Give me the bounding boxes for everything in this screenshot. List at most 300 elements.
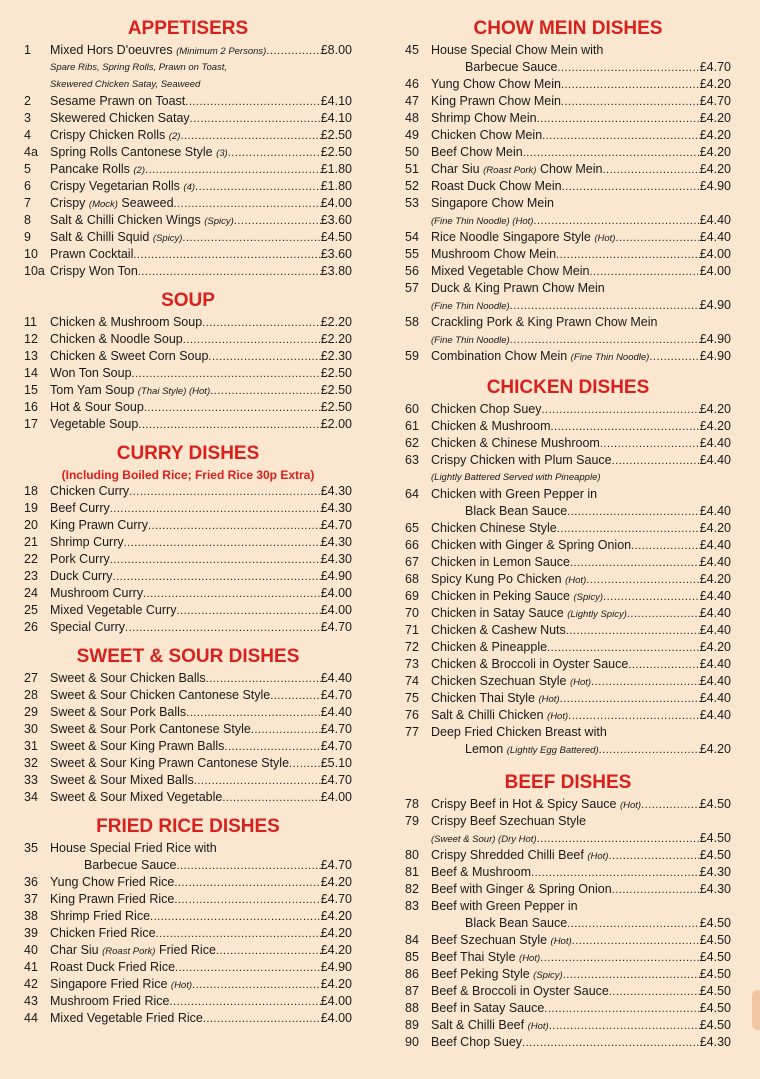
dot-leader [567, 916, 700, 933]
menu-item-row [405, 435, 731, 452]
item-number: 48 [405, 111, 419, 125]
item-number: 90 [405, 1035, 419, 1049]
item-name [431, 966, 563, 984]
dot-leader [234, 213, 321, 230]
item-number: 88 [405, 1001, 419, 1015]
item-price: £4.20 [320, 977, 352, 991]
menu-item-row [24, 687, 352, 704]
dot-leader [510, 298, 700, 315]
menu-item-row [405, 830, 731, 847]
dot-leader [603, 589, 700, 606]
item-name-text: Chicken Thai Style [431, 691, 535, 705]
item-name-text: Combination Chow Mein [431, 349, 568, 363]
item-note: (2) [168, 131, 181, 142]
item-number: 36 [24, 875, 38, 889]
item-name-text: Chicken & Mushroom Soup [50, 315, 203, 329]
item-name-text: Chicken Curry [50, 484, 130, 498]
menu-item-row [24, 670, 352, 687]
dot-leader [224, 739, 320, 756]
menu-item-row [405, 452, 731, 469]
item-name-text: Beef Chop Suey [431, 1035, 523, 1049]
menu-item-row [24, 602, 352, 619]
item-name [50, 993, 169, 1010]
item-name-text: Lemon [465, 742, 504, 756]
item-number: 51 [405, 162, 419, 176]
item-name-text: Crispy Chicken with Plum Sauce [431, 453, 612, 467]
dot-leader [180, 128, 320, 145]
item-price: £4.40 [320, 705, 352, 719]
dot-leader [138, 417, 320, 434]
item-name [431, 229, 615, 247]
dot-leader [533, 213, 699, 230]
item-name-text: Char Siu [50, 943, 99, 957]
item-price: £4.00 [699, 247, 731, 261]
item-name [431, 59, 557, 76]
dot-leader [567, 504, 700, 521]
item-price: £5.10 [320, 756, 352, 770]
dot-leader [222, 790, 320, 807]
item-price: £4.20 [699, 162, 731, 176]
item-name [50, 42, 266, 60]
dot-leader [586, 572, 699, 589]
item-name [431, 161, 602, 179]
item-number: 86 [405, 967, 419, 981]
item-number: 77 [405, 725, 419, 739]
item-number: 43 [24, 994, 38, 1008]
item-name [50, 619, 125, 636]
item-name-text: Mushroom Fried Rice [50, 994, 170, 1008]
item-name-text: King Prawn Curry [50, 518, 148, 532]
item-number: 58 [405, 315, 419, 329]
menu-item-row [24, 212, 352, 229]
item-name-text: Crispy Beef Szechuan Style [431, 814, 586, 828]
item-note: (Roast Pork) [483, 165, 537, 176]
menu-item-row [405, 161, 731, 178]
menu-item-row [24, 1010, 352, 1027]
item-price: £4.20 [699, 419, 731, 433]
item-name [50, 942, 216, 960]
item-price: £4.20 [699, 742, 731, 756]
item-number: 22 [24, 552, 38, 566]
item-name-text: Spring Rolls Cantonese Style [50, 145, 213, 159]
item-number: 72 [405, 640, 419, 654]
item-number: 70 [405, 606, 419, 620]
item-name-text: Mixed Vegetable Curry [50, 603, 177, 617]
item-price: £4.00 [320, 790, 352, 804]
item-name-text: Mixed Hors D'oeuvres [50, 43, 173, 57]
item-number: 25 [24, 603, 38, 617]
item-price: £4.50 [699, 848, 731, 862]
item-name [50, 755, 289, 772]
item-number: 33 [24, 773, 38, 787]
dot-leader [563, 967, 700, 984]
item-name-text: Beef Szechuan Style [431, 933, 548, 947]
item-name-text: Shrimp Chow Mein [431, 111, 537, 125]
menu-item-row [405, 297, 731, 314]
dot-leader [182, 230, 320, 247]
dot-leader [195, 179, 321, 196]
dot-leader [125, 620, 321, 637]
menu-section [405, 375, 731, 758]
item-price: £4.50 [699, 1018, 731, 1032]
dot-leader [174, 892, 320, 909]
item-note: (Hot) [594, 233, 616, 244]
item-name-text: Sweet & Sour Mixed Balls [50, 773, 194, 787]
item-name [431, 144, 523, 161]
dot-leader [176, 858, 320, 875]
item-name-text: Crispy Vegetarian Rolls [50, 179, 180, 193]
dot-leader [602, 162, 699, 179]
item-name-text: Crispy [50, 196, 86, 210]
item-name-text: Hot & Sour Soup [50, 400, 144, 414]
item-name [431, 1000, 544, 1017]
item-number: 38 [24, 909, 38, 923]
item-price: £4.50 [699, 950, 731, 964]
menu-item-row [405, 418, 731, 435]
item-name [431, 42, 603, 59]
item-name [431, 401, 541, 418]
menu-item-row [24, 127, 352, 144]
menu-item-row [405, 571, 731, 588]
item-price: £4.40 [699, 436, 731, 450]
menu-item-row [24, 976, 352, 993]
menu-item-row [24, 891, 352, 908]
item-name-text: Chicken & Noodle Soup [50, 332, 183, 346]
menu-item-row [24, 195, 352, 212]
menu-item-row [405, 724, 731, 741]
section-title: CHOW MEIN DISHES [473, 18, 663, 39]
dot-leader [566, 623, 700, 640]
item-name [431, 76, 561, 93]
menu-item-row [24, 110, 352, 127]
item-number: 47 [405, 94, 419, 108]
item-price: £4.90 [699, 332, 731, 346]
item-note: (Hot) [170, 980, 193, 991]
menu-item-row [24, 483, 352, 500]
item-note: (Thai Style) (Hot) [137, 386, 211, 397]
item-name-text: Beef with Green Pepper in [431, 899, 578, 913]
item-name [50, 500, 110, 517]
menu-item-row [405, 314, 731, 331]
item-price: £4.40 [699, 453, 731, 467]
item-name [50, 857, 176, 874]
item-price: £3.60 [320, 247, 352, 261]
item-name [431, 881, 612, 898]
dot-leader [609, 984, 700, 1001]
item-name [431, 622, 566, 639]
item-name-text: Chicken Chop Suey [431, 402, 542, 416]
dot-leader [537, 111, 700, 128]
menu-item-row [405, 110, 731, 127]
item-price: £4.00 [320, 196, 352, 210]
item-name [431, 93, 561, 110]
item-price: £4.00 [320, 1011, 352, 1025]
item-name-text: Beef Chow Mein [431, 145, 523, 159]
dot-leader [549, 1018, 700, 1035]
item-note: (Spicy) [152, 233, 183, 244]
item-number: 54 [405, 230, 419, 244]
dot-leader [175, 960, 321, 977]
menu-section [24, 814, 352, 1027]
item-name [50, 908, 150, 925]
dot-leader [190, 111, 321, 128]
dot-leader [176, 603, 320, 620]
item-note: (Hot) [527, 1021, 549, 1032]
item-price: £4.70 [320, 518, 352, 532]
item-price: £4.20 [699, 111, 731, 125]
item-name [431, 932, 572, 950]
item-number: 5 [24, 162, 31, 176]
item-number: 20 [24, 518, 38, 532]
item-name [431, 246, 556, 263]
item-price: £2.00 [320, 417, 352, 431]
item-price: £4.40 [699, 657, 731, 671]
dot-leader [194, 773, 321, 790]
item-name [50, 704, 186, 721]
item-name [431, 813, 586, 830]
menu-item-row [24, 551, 352, 568]
menu-item-row [405, 486, 731, 503]
item-name-text: Sweet & Sour Pork Balls [50, 705, 187, 719]
dot-leader [138, 264, 321, 281]
menu-item-row [405, 673, 731, 690]
item-number: 68 [405, 572, 419, 586]
item-name-text: Rice Noodle Singapore Style [431, 230, 591, 244]
item-description: Spare Ribs, Spring Rolls, Prawn on Toast, [50, 62, 228, 73]
item-name [50, 687, 270, 704]
dot-leader [608, 848, 699, 865]
item-number: 35 [24, 841, 38, 855]
item-price: £4.40 [699, 213, 731, 227]
item-price: £4.50 [699, 831, 731, 845]
menu-item-row [405, 348, 731, 365]
dot-leader [641, 797, 700, 814]
item-number: 42 [24, 977, 38, 991]
item-name [50, 399, 144, 416]
item-name [431, 796, 641, 814]
item-number: 69 [405, 589, 419, 603]
item-name-text: Salt & Chilli Beef [431, 1018, 525, 1032]
section-title: SOUP [161, 290, 215, 311]
menu-item-row [405, 229, 731, 246]
item-price: £8.00 [320, 43, 352, 57]
menu-item-row [405, 331, 731, 348]
dot-leader [270, 688, 320, 705]
item-name [431, 707, 568, 725]
item-price: £4.70 [320, 892, 352, 906]
item-price: £4.20 [699, 572, 731, 586]
item-name [50, 365, 132, 382]
item-name-text: Chicken & Cashew Nuts [431, 623, 566, 637]
item-price: £4.20 [320, 875, 352, 889]
item-name-text: Beef & Broccoli in Oyster Sauce [431, 984, 609, 998]
item-price: £4.10 [320, 111, 352, 125]
item-name [50, 212, 234, 230]
dot-leader [206, 671, 321, 688]
item-name [50, 144, 228, 162]
menu-item-row [24, 144, 352, 161]
item-note: (Lightly Egg Battered) [506, 745, 599, 756]
dot-leader [547, 640, 700, 657]
item-price: £4.20 [699, 640, 731, 654]
item-price: £4.40 [699, 538, 731, 552]
dot-leader [561, 94, 700, 111]
menu-item-row [405, 983, 731, 1000]
item-number: 73 [405, 657, 419, 671]
item-name-text: Sweet & Sour King Prawn Cantonese Style [50, 756, 290, 770]
item-name-text: Barbecue Sauce [465, 60, 558, 74]
item-name [50, 246, 133, 263]
menu-section [405, 770, 731, 1051]
dot-leader [510, 332, 700, 349]
item-price: £2.50 [320, 145, 352, 159]
item-name-text: Sweet & Sour Chicken Balls [50, 671, 206, 685]
item-note: (Hot) [550, 936, 572, 947]
item-price: £4.40 [699, 504, 731, 518]
item-name-text: Sesame Prawn on Toast [50, 94, 186, 108]
menu-item-row [24, 772, 352, 789]
item-name [50, 517, 148, 534]
item-name-text: Black Bean Sauce [465, 504, 568, 518]
dot-leader [150, 909, 321, 926]
item-name-text: House Special Chow Mein with [431, 43, 604, 57]
item-number: 26 [24, 620, 38, 634]
item-price: £2.20 [320, 315, 352, 329]
menu-item-row [24, 908, 352, 925]
item-note: (Lightly Spicy) [567, 609, 627, 620]
item-description: Skewered Chicken Satay, Seaweed [50, 79, 201, 90]
item-name [50, 874, 174, 891]
menu-item-row [405, 59, 731, 76]
dot-leader [251, 722, 321, 739]
item-price: £4.90 [699, 179, 731, 193]
dot-leader [557, 60, 699, 77]
section-title: BEEF DISHES [504, 772, 632, 793]
item-name-text: Sweet & Sour Mixed Vegetable [50, 790, 223, 804]
item-name [431, 537, 631, 554]
item-name-text: Chicken in Lemon Sauce [431, 555, 570, 569]
item-number: 53 [405, 196, 419, 210]
item-price: £4.30 [699, 865, 731, 879]
item-note: (4) [183, 182, 196, 193]
item-description: (Lightly Battered Served with Pineapple) [431, 472, 601, 483]
item-name [431, 452, 612, 469]
item-note: (3) [216, 148, 228, 159]
dot-leader [627, 606, 700, 623]
menu-section [24, 441, 352, 636]
item-number: 13 [24, 349, 38, 363]
dot-leader [568, 708, 700, 725]
item-number: 59 [405, 349, 419, 363]
item-number: 85 [405, 950, 419, 964]
menu-item-row [405, 144, 731, 161]
item-number: 76 [405, 708, 419, 722]
dot-leader [589, 264, 699, 281]
dot-leader [129, 484, 321, 501]
item-number: 71 [405, 623, 419, 637]
item-name-text: House Special Fried Rice with [50, 841, 217, 855]
menu-item-row [24, 568, 352, 585]
section-title: APPETISERS [127, 18, 249, 39]
dot-leader [537, 831, 700, 848]
item-price: £4.50 [699, 984, 731, 998]
menu-item-row [24, 348, 352, 365]
menu-item-row [405, 847, 731, 864]
item-price: £4.20 [699, 402, 731, 416]
menu-item-row [405, 1034, 731, 1051]
item-number: 84 [405, 933, 419, 947]
item-name-text: Pancake Rolls [50, 162, 130, 176]
right-column [405, 16, 731, 1051]
section-title: FRIED RICE DISHES [96, 816, 280, 837]
item-price: £4.30 [699, 1035, 731, 1049]
item-number: 23 [24, 569, 38, 583]
menu-item-row [405, 707, 731, 724]
item-number: 89 [405, 1018, 419, 1032]
item-number: 18 [24, 484, 38, 498]
item-number: 52 [405, 179, 419, 193]
item-price: £4.00 [320, 586, 352, 600]
item-name [50, 551, 110, 568]
item-name [431, 898, 578, 915]
item-name-text: Deep Fried Chicken Breast with [431, 725, 607, 739]
item-name-text: Crispy Shredded Chilli Beef [431, 848, 584, 862]
menu-item-row [405, 503, 731, 520]
dot-leader [148, 518, 321, 535]
dot-leader [560, 691, 700, 708]
item-number: 30 [24, 722, 38, 736]
menu-item-row [405, 537, 731, 554]
item-number: 19 [24, 501, 38, 515]
item-name [50, 127, 180, 145]
item-note: (Minimum 2 Persons) [176, 46, 267, 57]
item-price: £4.50 [699, 933, 731, 947]
menu-item-row [405, 949, 731, 966]
item-name [431, 280, 605, 297]
item-price: £2.50 [320, 400, 352, 414]
item-number: 6 [24, 179, 31, 193]
dot-leader [110, 501, 321, 518]
dot-leader [612, 882, 700, 899]
item-name [50, 416, 138, 433]
item-price: £4.20 [320, 909, 352, 923]
dot-leader [186, 705, 321, 722]
item-price: £3.80 [320, 264, 352, 278]
dot-leader [169, 994, 320, 1011]
item-name [50, 229, 182, 247]
dot-leader [208, 349, 320, 366]
menu-item-row [405, 554, 731, 571]
item-name [431, 520, 557, 537]
item-name-text: Chicken with Ginger & Spring Onion [431, 538, 632, 552]
item-number: 61 [405, 419, 419, 433]
item-name [431, 949, 540, 967]
dot-leader [556, 247, 700, 264]
menu-item-row [405, 741, 731, 758]
item-number: 21 [24, 535, 38, 549]
item-number: 65 [405, 521, 419, 535]
item-price: £3.60 [320, 213, 352, 227]
menu-item-row [24, 857, 352, 874]
dot-leader [615, 230, 699, 247]
item-name [431, 195, 554, 212]
item-number: 16 [24, 400, 38, 414]
menu-section [405, 16, 731, 365]
dot-leader [210, 383, 321, 400]
menu-item-row [405, 932, 731, 949]
item-name-text: Vegetable Soup [50, 417, 139, 431]
item-name-text: Mixed Vegetable Fried Rice [50, 1011, 203, 1025]
